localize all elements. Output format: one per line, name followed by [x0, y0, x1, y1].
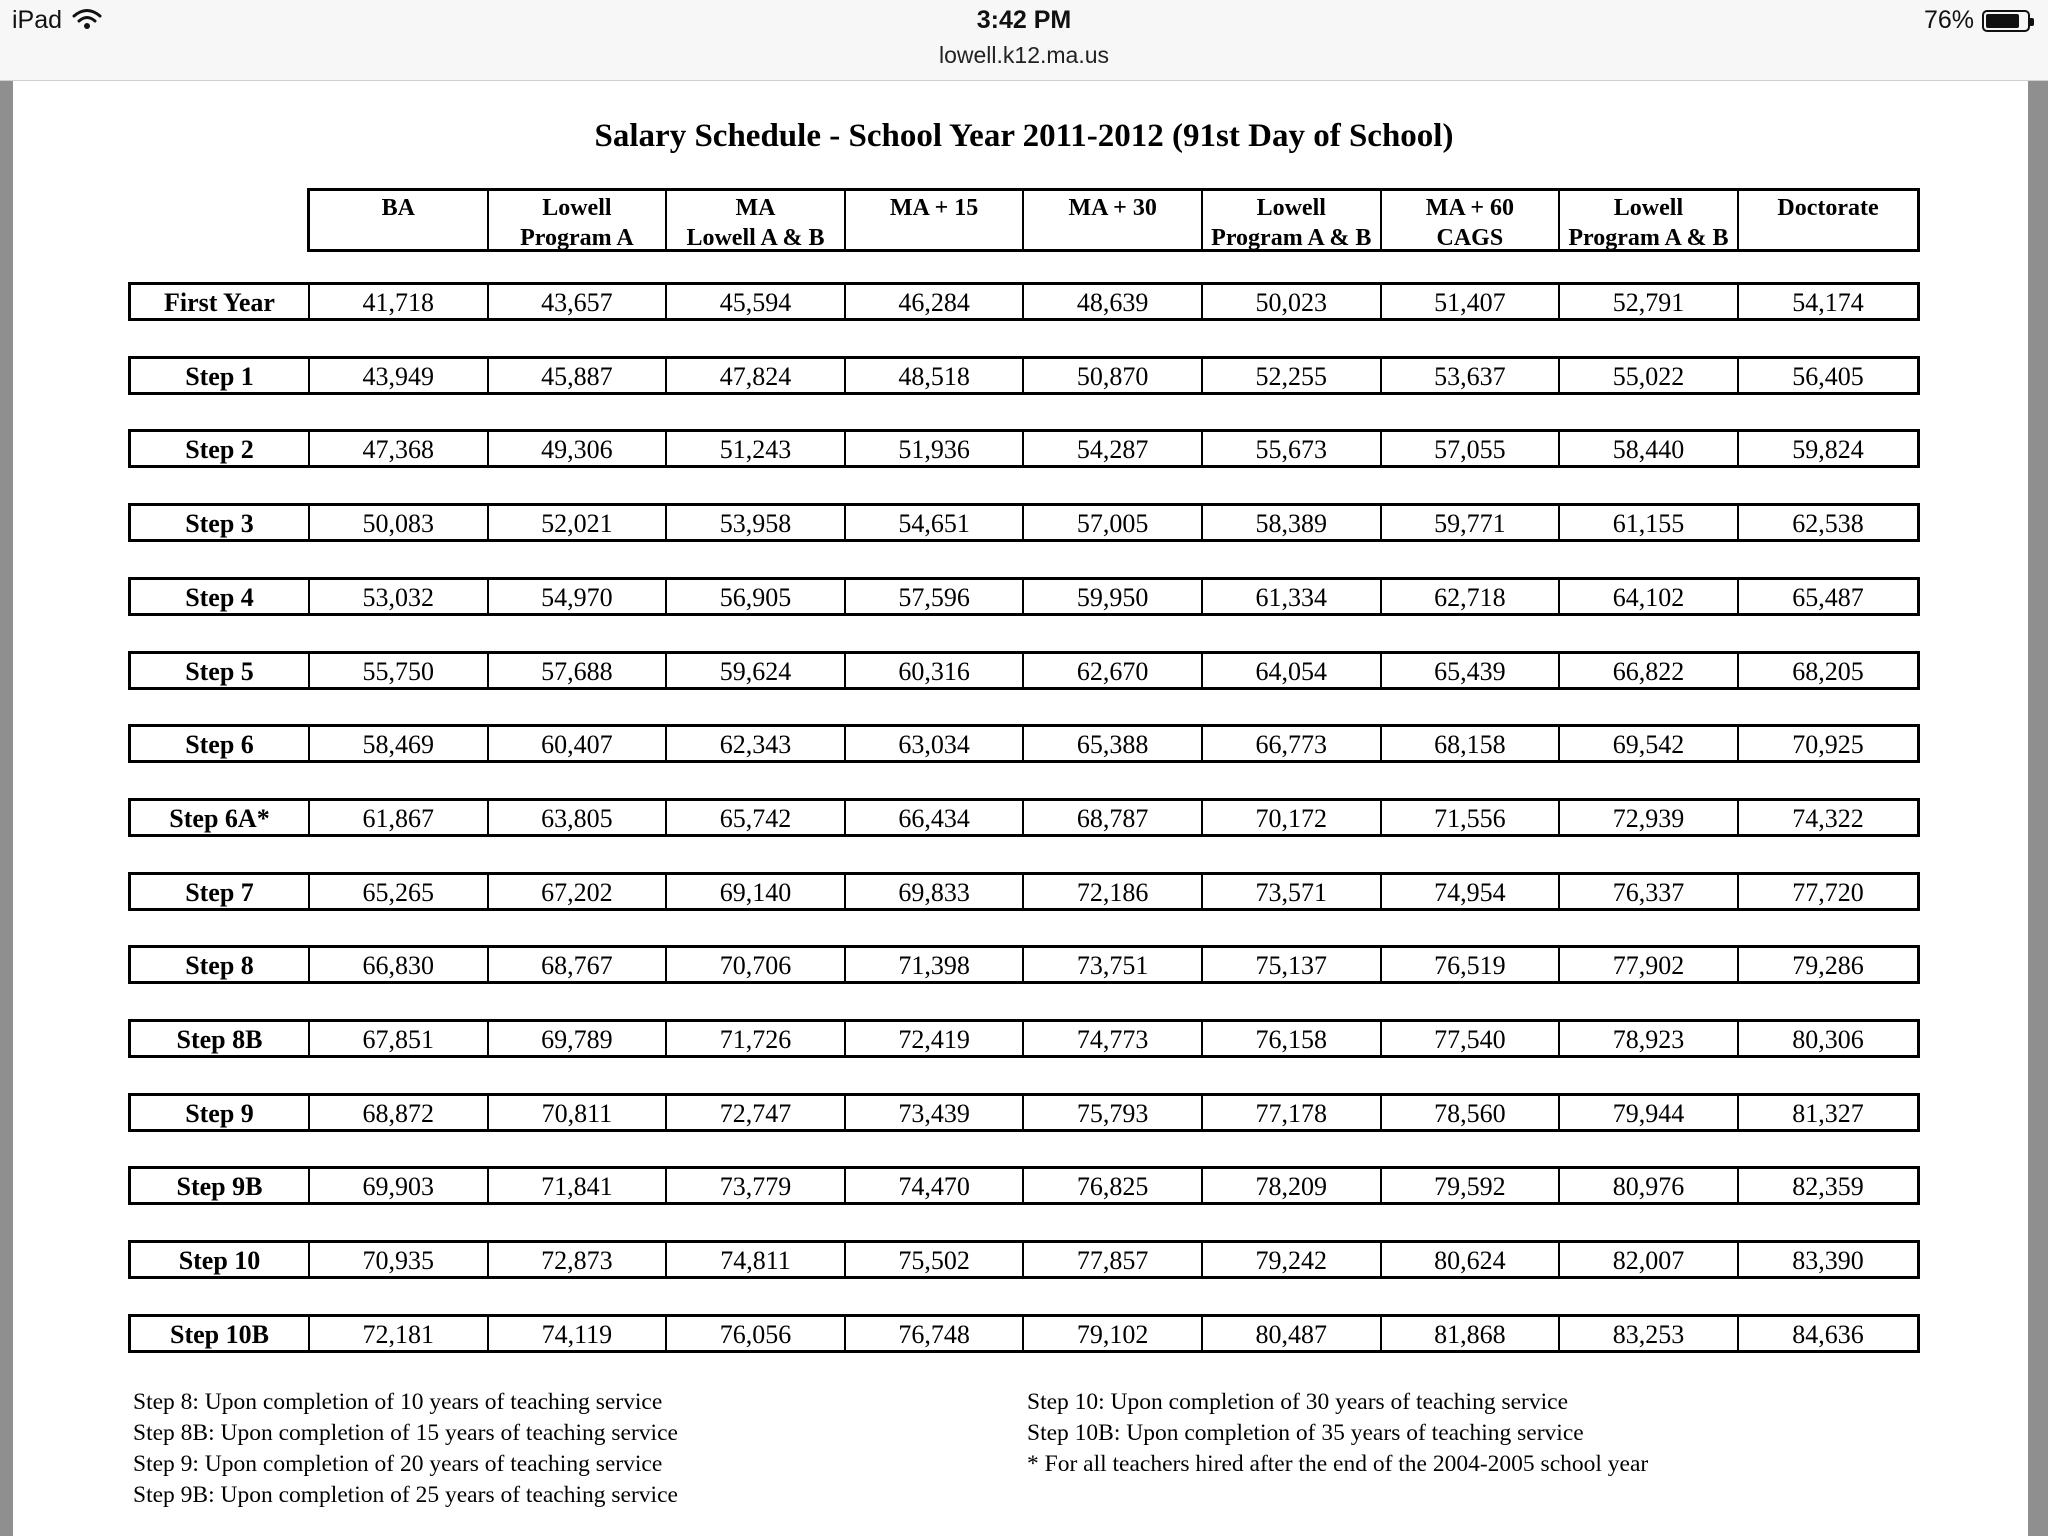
table-cell: 51,243: [667, 432, 846, 465]
footnote-line: Step 10: Upon completion of 30 years of teaching service: [1027, 1389, 1569, 1415]
row-label: Step 9B: [131, 1169, 310, 1202]
table-cell: 61,334: [1203, 580, 1382, 613]
table-row: [128, 1314, 1920, 1353]
table-cell: 52,791: [1560, 285, 1739, 318]
table-cell: 59,950: [1024, 580, 1203, 613]
table-cell: 62,343: [667, 727, 846, 760]
table-cell: 72,939: [1560, 801, 1739, 834]
table-row: [128, 945, 1920, 984]
table-cell: 78,560: [1382, 1096, 1561, 1129]
column-header-line1: Doctorate: [1777, 195, 1879, 221]
table-cell: 55,022: [1560, 359, 1739, 392]
table-cell: 49,306: [489, 432, 668, 465]
column-header-line1: MA + 30: [1068, 195, 1157, 221]
table-cell: 45,887: [489, 359, 668, 392]
table-cell: 59,624: [667, 654, 846, 687]
row-label: Step 6A*: [131, 801, 310, 834]
table-cell: 66,822: [1560, 654, 1739, 687]
table-cell: 56,405: [1792, 361, 1864, 391]
table-row: [128, 872, 1920, 911]
table-cell: 70,811: [489, 1096, 668, 1129]
table-cell: 60,316: [846, 654, 1025, 687]
table-cell: 63,034: [846, 727, 1025, 760]
table-cell: 68,787: [1024, 801, 1203, 834]
table-cell: 84,636: [1792, 1319, 1864, 1349]
table-cell: 78,923: [1560, 1022, 1739, 1055]
table-cell: 52,255: [1203, 359, 1382, 392]
table-cell: 72,873: [489, 1243, 668, 1276]
table-row: [128, 1240, 1920, 1279]
table-cell: 79,102: [1024, 1317, 1203, 1350]
table-cell: 67,202: [489, 875, 668, 908]
column-header: [1739, 191, 1918, 249]
column-header-line2: Lowell A & B: [686, 225, 825, 251]
column-header: [489, 191, 668, 249]
table-cell: 58,440: [1560, 432, 1739, 465]
table-cell: 65,487: [1792, 582, 1864, 612]
table-cell: 79,944: [1560, 1096, 1739, 1129]
table-cell: 41,718: [310, 285, 489, 318]
table-cell: 62,670: [1024, 654, 1203, 687]
row-label: Step 4: [131, 580, 310, 613]
table-row: [128, 1093, 1920, 1132]
column-header: [1024, 191, 1203, 249]
table-cell: 51,407: [1382, 285, 1561, 318]
table-cell: 50,870: [1024, 359, 1203, 392]
table-cell: 63,805: [489, 801, 668, 834]
table-row: [128, 724, 1920, 763]
footnote-line: Step 8: Upon completion of 10 years of teaching service: [133, 1389, 663, 1415]
table-cell: 77,902: [1560, 948, 1739, 981]
battery-icon: [1982, 10, 2030, 32]
footnote-line: * For all teachers hired after the end of the 2004-2005 school year: [1027, 1451, 1649, 1477]
table-cell: 80,624: [1382, 1243, 1561, 1276]
footnote-line: Step 10B: Upon completion of 35 years of teaching service: [1027, 1420, 1584, 1446]
table-cell: 80,487: [1203, 1317, 1382, 1350]
table-cell: 80,306: [1792, 1025, 1864, 1054]
table-cell: 57,005: [1024, 506, 1203, 539]
table-cell: 54,174: [1792, 288, 1864, 317]
table-row: [128, 429, 1920, 468]
column-header-line2: CAGS: [1436, 225, 1504, 251]
table-cell: 68,767: [489, 948, 668, 981]
table-cell: 62,718: [1382, 580, 1561, 613]
table-cell: 78,209: [1203, 1169, 1382, 1202]
table-cell: 73,779: [667, 1169, 846, 1202]
table-cell: 61,867: [310, 801, 489, 834]
column-header: [846, 191, 1025, 249]
status-bar: [0, 0, 2048, 81]
row-label: Step 10: [131, 1243, 310, 1276]
table-cell: 66,773: [1203, 727, 1382, 760]
table-cell: 67,851: [310, 1022, 489, 1055]
table-cell: 43,949: [310, 359, 489, 392]
table-cell: 56,905: [667, 580, 846, 613]
table-cell: 43,657: [489, 285, 668, 318]
table-cell: 46,284: [846, 285, 1025, 318]
row-label: Step 8: [131, 948, 310, 981]
row-label: Step 9: [131, 1096, 310, 1129]
table-cell: 75,502: [846, 1243, 1025, 1276]
footnotes-left: [133, 1387, 678, 1511]
document-title: Salary Schedule - School Year 2011-2012 (91st Day of School): [594, 118, 1454, 154]
table-cell: 53,032: [310, 580, 489, 613]
table-cell: 69,542: [1560, 727, 1739, 760]
table-cell: 82,359: [1792, 1172, 1864, 1202]
clock-time: 3:42 PM: [976, 6, 1072, 34]
table-cell: 45,594: [667, 285, 846, 318]
table-cell: 65,439: [1382, 654, 1561, 687]
column-header-line2: Program A & B: [1211, 225, 1372, 251]
table-cell: 70,172: [1203, 801, 1382, 834]
table-cell: 53,637: [1382, 359, 1561, 392]
column-header-line1: BA: [381, 195, 415, 221]
row-label: Step 8B: [131, 1022, 310, 1055]
table-cell: 65,265: [310, 875, 489, 908]
table-cell: 58,469: [310, 727, 489, 760]
table-cell: 62,538: [1792, 509, 1864, 539]
column-header: [1382, 191, 1561, 249]
table-row: [128, 651, 1920, 690]
column-header: [1560, 191, 1739, 249]
table-cell: 71,726: [667, 1022, 846, 1055]
table-cell: 61,155: [1560, 506, 1739, 539]
table-cell: 79,592: [1382, 1169, 1561, 1202]
table-cell: 58,389: [1203, 506, 1382, 539]
table-cell: 75,793: [1024, 1096, 1203, 1129]
table-cell: 70,925: [1792, 730, 1864, 760]
table-cell: 65,742: [667, 801, 846, 834]
table-cell: 54,651: [846, 506, 1025, 539]
column-header-line1: MA + 15: [889, 195, 979, 221]
table-cell: 72,181: [310, 1317, 489, 1350]
column-header-line2: Program A & B: [1568, 225, 1729, 251]
table-cell: 73,571: [1203, 875, 1382, 908]
table-cell: 74,811: [667, 1243, 846, 1276]
table-cell: 54,287: [1024, 432, 1203, 465]
table-cell: 69,140: [667, 875, 846, 908]
table-cell: 83,253: [1560, 1317, 1739, 1350]
table-cell: 76,519: [1382, 948, 1561, 981]
table-cell: 48,639: [1024, 285, 1203, 318]
table-cell: 69,903: [310, 1169, 489, 1202]
table-cell: 57,688: [489, 654, 668, 687]
table-cell: 51,936: [846, 432, 1025, 465]
table-cell: 54,970: [489, 580, 668, 613]
table-cell: 77,857: [1024, 1243, 1203, 1276]
table-cell: 80,976: [1560, 1169, 1739, 1202]
table-cell: 70,706: [667, 948, 846, 981]
table-cell: 73,439: [846, 1096, 1025, 1129]
table-cell: 81,327: [1792, 1098, 1864, 1128]
table-cell: 72,186: [1024, 875, 1203, 908]
footnote-line: Step 8B: Upon completion of 15 years of teaching service: [133, 1420, 678, 1446]
table-cell: 64,102: [1560, 580, 1739, 613]
column-header-line1: MA: [735, 195, 776, 221]
table-cell: 77,178: [1203, 1096, 1382, 1129]
table-cell: 64,054: [1203, 654, 1382, 687]
table-cell: 75,137: [1203, 948, 1382, 981]
table-row: [128, 503, 1920, 542]
battery-percentage: 76%: [1923, 6, 1974, 34]
table-cell: 79,286: [1792, 951, 1864, 981]
table-cell: 59,771: [1382, 506, 1561, 539]
table-cell: 71,841: [489, 1169, 668, 1202]
row-label: Step 3: [131, 506, 310, 539]
row-label: First Year: [131, 285, 310, 318]
column-header-line2: Program A: [520, 225, 634, 251]
footnotes-right: [1027, 1387, 1648, 1480]
table-cell: 76,337: [1560, 875, 1739, 908]
table-cell: 81,868: [1382, 1317, 1561, 1350]
url-bar[interactable]: lowell.k12.ma.us: [938, 42, 1110, 68]
column-header-line1: Lowell: [1613, 195, 1684, 221]
table-row: [128, 577, 1920, 616]
table-cell: 55,750: [310, 654, 489, 687]
table-cell: 60,407: [489, 727, 668, 760]
row-label: Step 7: [131, 875, 310, 908]
row-label: Step 1: [131, 359, 310, 392]
table-cell: 77,720: [1792, 877, 1864, 907]
footnote-line: Step 9B: Upon completion of 25 years of teaching service: [133, 1482, 678, 1508]
column-header-line1: Lowell: [542, 195, 612, 221]
table-cell: 66,434: [846, 801, 1025, 834]
table-header: [307, 188, 1920, 252]
table-cell: 47,368: [310, 432, 489, 465]
column-header-line1: MA + 60: [1425, 195, 1515, 221]
table-cell: 72,747: [667, 1096, 846, 1129]
table-cell: 79,242: [1203, 1243, 1382, 1276]
table-cell: 48,518: [846, 359, 1025, 392]
table-row: [128, 1166, 1920, 1205]
table-cell: 50,083: [310, 506, 489, 539]
table-cell: 65,388: [1024, 727, 1203, 760]
row-label: Step 10B: [131, 1317, 310, 1350]
device-name: iPad: [12, 6, 63, 34]
table-cell: 73,751: [1024, 948, 1203, 981]
table-cell: 82,007: [1560, 1243, 1739, 1276]
table-cell: 68,158: [1382, 727, 1561, 760]
table-cell: 83,390: [1792, 1246, 1864, 1276]
table-cell: 76,748: [846, 1317, 1025, 1350]
table-cell: 72,419: [846, 1022, 1025, 1055]
table-cell: 74,954: [1382, 875, 1561, 908]
table-cell: 57,596: [846, 580, 1025, 613]
table-row: [128, 798, 1920, 837]
table-cell: 74,773: [1024, 1022, 1203, 1055]
table-cell: 70,935: [310, 1243, 489, 1276]
table-cell: 52,021: [489, 506, 668, 539]
column-header: [1203, 191, 1382, 249]
table-cell: 53,958: [667, 506, 846, 539]
column-header: [310, 191, 489, 249]
row-label: Step 6: [131, 727, 310, 760]
table-cell: 59,824: [1792, 435, 1864, 465]
column-header-line1: Lowell: [1256, 195, 1326, 221]
table-cell: 71,398: [846, 948, 1025, 981]
table-cell: 69,789: [489, 1022, 668, 1055]
row-label: Step 2: [131, 432, 310, 465]
table-cell: 71,556: [1382, 801, 1561, 834]
table-row: [128, 282, 1920, 321]
table-cell: 57,055: [1382, 432, 1561, 465]
table-cell: 74,470: [846, 1169, 1025, 1202]
table-row: [128, 1019, 1920, 1058]
table-cell: 74,119: [489, 1317, 668, 1350]
table-cell: 69,833: [846, 875, 1025, 908]
footnote-line: Step 9: Upon completion of 20 years of teaching service: [133, 1451, 663, 1477]
table-cell: 76,825: [1024, 1169, 1203, 1202]
table-cell: 77,540: [1382, 1022, 1561, 1055]
table-cell: 66,830: [310, 948, 489, 981]
table-cell: 55,673: [1203, 432, 1382, 465]
table-cell: 76,158: [1203, 1022, 1382, 1055]
table-cell: 74,322: [1792, 803, 1864, 833]
table-cell: 50,023: [1203, 285, 1382, 318]
table-cell: 47,824: [667, 359, 846, 392]
table-cell: 68,872: [310, 1096, 489, 1129]
row-label: Step 5: [131, 654, 310, 687]
table-row: [128, 356, 1920, 395]
column-header: [667, 191, 846, 249]
table-cell: 76,056: [667, 1317, 846, 1350]
table-cell: 68,205: [1792, 656, 1864, 686]
